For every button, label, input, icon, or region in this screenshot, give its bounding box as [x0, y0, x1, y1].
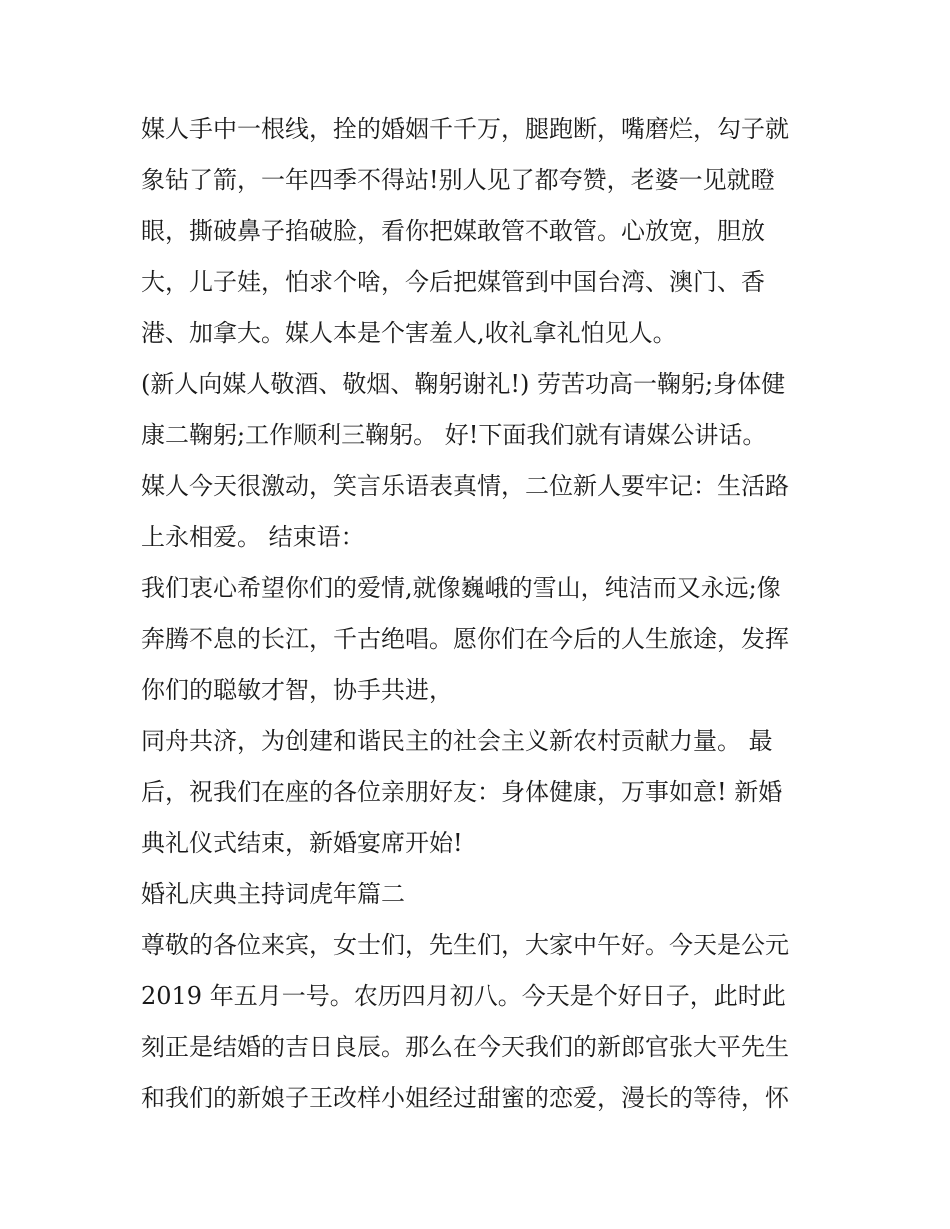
text-line: 大，儿子娃，怕求个啥，今后把媒管到中国台湾、澳门、香 [141, 268, 765, 296]
text-line: 典礼仪式结束，新婚宴席开始! [141, 829, 463, 857]
text-line: 眼，撕破鼻子掐破脸，看你把媒敢管不敢管。心放宽，胆放 [141, 217, 765, 245]
text-line: (新人向媒人敬酒、敬烟、鞠躬谢礼!) 劳苦功高一鞠躬;身体健 [141, 370, 786, 398]
text-line: 我们衷心希望你们的爱情,就像巍峨的雪山，纯洁而又永远;像 [141, 574, 781, 602]
text-line: 港、加拿大。媒人本是个害羞人,收礼拿礼怕见人。 [141, 319, 677, 347]
text-line: 康二鞠躬;工作顺利三鞠躬。 好!下面我们就有请媒公讲话。 [141, 421, 767, 449]
text-line: 后，祝我们在座的各位亲朋好友：身体健康，万事如意! 新婚 [141, 778, 783, 806]
text-line: 尊敬的各位来宾，女士们，先生们，大家中午好。今天是公元 [141, 931, 789, 959]
text-line: 和我们的新娘子王改样小姐经过甜蜜的恋爱，漫长的等待，怀 [141, 1084, 789, 1112]
text-line: 你们的聪敏才智，协手共进， [141, 676, 453, 704]
text-line: 奔腾不息的长江，千古绝唱。愿你们在今后的人生旅途，发挥 [141, 625, 789, 653]
section-heading: 婚礼庆典主持词虎年篇二 [141, 880, 405, 908]
text-line: 2019 年五月一号。农历四月初八。今天是个好日子，此时此 [141, 982, 786, 1010]
text-line: 刻正是结婚的吉日良辰。那么在今天我们的新郎官张大平先生 [141, 1033, 789, 1061]
document-body [141, 104, 821, 1124]
text-line: 象钻了箭，一年四季不得站!别人见了都夸赞，老婆一见就瞪 [141, 166, 775, 194]
text-line: 媒人手中一根线，拴的婚姻千千万，腿跑断，嘴磨烂，勾子就 [141, 115, 789, 143]
text-line: 上永相爱。 结束语： [141, 523, 365, 551]
text-line: 媒人今天很激动，笑言乐语表真情，二位新人要牢记：生活路 [141, 472, 789, 500]
text-line: 同舟共济，为创建和谐民主的社会主义新农村贡献力量。 最 [141, 727, 773, 755]
